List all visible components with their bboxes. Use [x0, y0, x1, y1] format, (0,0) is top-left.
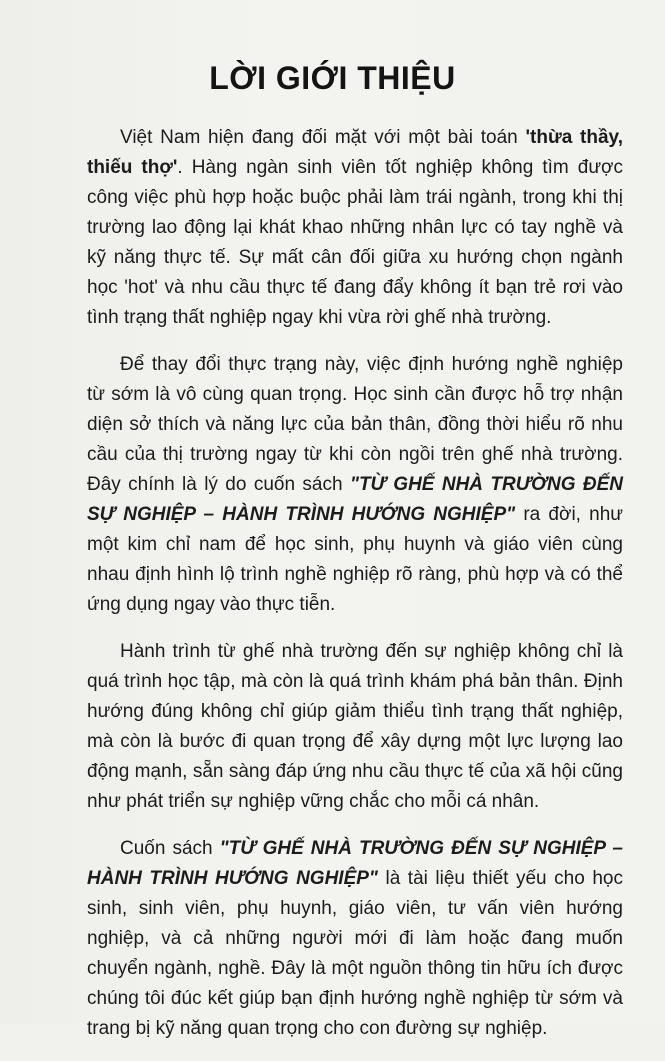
- paragraph-1-text-a: Việt Nam hiện đang đối mặt với một bài toán: [120, 127, 526, 148]
- paragraph-1-text-c: . Hàng ngàn sinh viên tốt nghiệp không tìm được công việc phù hợp hoặc buộc phải làm trái ngành, trong khi thị trường lao động lại khát khao những nhân lực có tay nghề và kỹ năng thực tế. Sự mất cân đối giữa xu hướng chọn ngành học 'hot' và nhu cầu thực tế đang đẩy không ít bạn trẻ rơi vào tình trạng thất nghiệp ngay khi vừa rời ghế nhà trường.: [87, 157, 624, 328]
- paragraph-2: [87, 350, 623, 620]
- paragraph-1: [87, 123, 623, 333]
- introduction-body: [87, 123, 623, 1061]
- paragraph-2-book-title: "TỪ GHẾ NHÀ TRƯỜNG ĐẾN SỰ NGHIỆP – HÀNH TRÌNH HƯỚNG NGHIỆP": [87, 474, 623, 525]
- paragraph-2-text-a: Để thay đổi thực trạng này, việc định hướng nghề nghiệp từ sớm là vô cùng quan trọng. Học sinh cần được hỗ trợ nhận diện sở thích và năng lực của bản thân, đồng thời hiểu rõ nhu cầu của thị trường ngay từ khi còn ngồi trên ghế nhà trường. Đây chính là lý do cuốn sách: [87, 354, 623, 495]
- paragraph-3: Hành trình từ ghế nhà trường đến sự nghiệp không chỉ là quá trình học tập, mà còn là quá trình khám phá bản thân. Định hướng đúng không chỉ giúp giảm thiểu tình trạng thất nghiệp, mà còn là bước đi quan trọng để xây dựng một lực lượng lao động mạnh, sẵn sàng đáp ứng nhu cầu thực tế của xã hội cũng như phát triển sự nghiệp vững chắc cho mỗi cá nhân.: [87, 641, 623, 812]
- paragraph-1-emphasis: 'thừa thầy, thiếu thợ': [87, 127, 623, 178]
- paragraph-4: [87, 834, 623, 1044]
- paragraph-4-book-title: "TỪ GHẾ NHÀ TRƯỜNG ĐẾN SỰ NGHIỆP – HÀNH TRÌNH HƯỚNG NGHIỆP": [87, 838, 623, 889]
- page-title: LỜI GIỚI THIỆU: [209, 60, 456, 96]
- paragraph-2-text-c: ra đời, như một kim chỉ nam để học sinh, phụ huynh và giáo viên cùng nhau định hình lộ trình nghề nghiệp rõ ràng, phù hợp và có thể ứng dụng ngay vào thực tiễn.: [87, 504, 623, 615]
- paragraph-4-text-a: Cuốn sách: [120, 838, 220, 859]
- paragraph-4-text-c: là tài liệu thiết yếu cho học sinh, sinh viên, phụ huynh, giáo viên, tư vấn viên hướng nghiệp, và cả những người mới đi làm hoặc đang muốn chuyển ngành, nghề. Đây là một nguồn thông tin hữu ích được chúng tôi đúc kết giúp bạn định hướng nghề nghiệp từ sớm và trang bị kỹ năng quan trọng cho con đường sự nghiệp.: [87, 868, 623, 1039]
